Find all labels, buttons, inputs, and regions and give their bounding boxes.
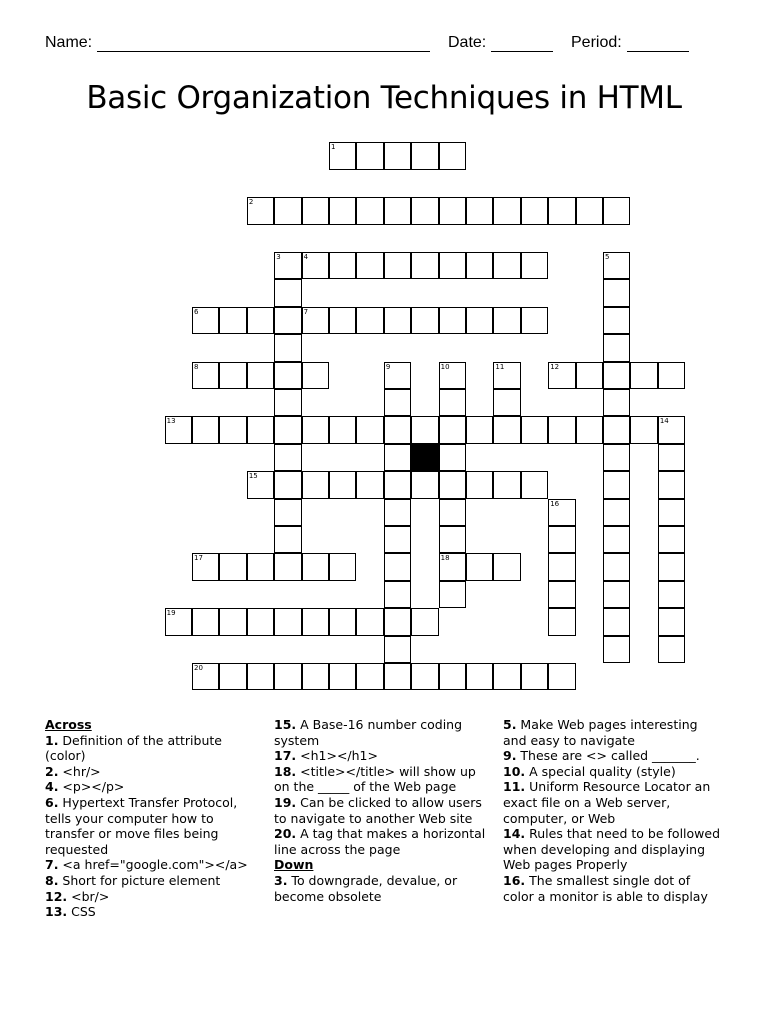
grid-cell[interactable] — [356, 471, 383, 498]
down-heading: Down — [274, 857, 314, 873]
grid-cell[interactable] — [548, 197, 575, 224]
grid-cell[interactable] — [329, 142, 356, 169]
grid-cell[interactable] — [466, 553, 493, 580]
across-clue-list — [45, 733, 257, 920]
grid-cell[interactable] — [548, 608, 575, 635]
clue-number-label: 12 — [550, 362, 560, 371]
grid-cell[interactable] — [548, 499, 575, 526]
grid-cell[interactable] — [630, 416, 657, 443]
grid-cell[interactable] — [493, 471, 520, 498]
grid-cell[interactable] — [356, 416, 383, 443]
grid-cell[interactable] — [247, 663, 274, 690]
clues-column-1 — [45, 717, 257, 920]
grid-cell[interactable] — [384, 252, 411, 279]
grid-cell[interactable] — [302, 362, 329, 389]
clue-text: Short for picture element — [58, 872, 221, 888]
clue-number: 13. — [45, 904, 68, 920]
grid-cell[interactable] — [411, 416, 438, 443]
clue-text: <p></p> — [58, 779, 125, 795]
clue-number: 4. — [45, 779, 59, 795]
grid-cell[interactable] — [274, 444, 301, 471]
grid-cell[interactable] — [466, 663, 493, 690]
clue-number-label: 19 — [166, 609, 176, 618]
clue-text: <h1></h1> — [296, 748, 378, 764]
grid-cell[interactable] — [411, 307, 438, 334]
clue-item — [503, 826, 723, 873]
page-title: Basic Organization Techniques in HTML — [86, 80, 682, 116]
grid-cell[interactable] — [521, 471, 548, 498]
grid-cell[interactable] — [548, 416, 575, 443]
clue-number: 16. — [503, 872, 526, 888]
clue-number: 9. — [503, 748, 517, 764]
grid-cell[interactable] — [658, 581, 685, 608]
clue-number: 17. — [274, 748, 297, 764]
grid-cell[interactable] — [247, 307, 274, 334]
grid-block-cell — [411, 444, 438, 471]
grid-cell[interactable] — [274, 307, 301, 334]
grid-cell[interactable] — [439, 499, 466, 526]
grid-cell[interactable] — [274, 416, 301, 443]
grid-cell[interactable] — [603, 581, 630, 608]
grid-cell[interactable] — [439, 307, 466, 334]
clue-number-label: 5 — [605, 252, 610, 261]
grid-cell[interactable] — [439, 197, 466, 224]
clue-number-label: 9 — [385, 362, 391, 371]
grid-cell[interactable] — [356, 142, 383, 169]
grid-cell[interactable] — [384, 416, 411, 443]
grid-cell[interactable] — [603, 444, 630, 471]
grid-cell[interactable] — [384, 362, 411, 389]
grid-cell[interactable] — [603, 553, 630, 580]
grid-cell[interactable] — [247, 471, 274, 498]
clue-item — [45, 795, 257, 857]
grid-cell[interactable] — [356, 608, 383, 635]
clue-number: 14. — [503, 826, 526, 842]
name-label: Name: — [45, 34, 93, 51]
clue-text: A special quality (style) — [525, 763, 676, 779]
grid-cell[interactable] — [576, 416, 603, 443]
clue-item — [503, 717, 723, 748]
grid-cell[interactable] — [219, 362, 246, 389]
grid-cell[interactable] — [192, 553, 219, 580]
clue-number: 8. — [45, 872, 59, 888]
clue-number-label: 3 — [276, 252, 281, 261]
grid-cell[interactable] — [466, 252, 493, 279]
clue-number-label: 2 — [248, 198, 254, 207]
grid-cell[interactable] — [384, 526, 411, 553]
grid-cell[interactable] — [329, 553, 356, 580]
grid-cell[interactable] — [192, 416, 219, 443]
grid-cell[interactable] — [603, 389, 630, 416]
clue-text: <hr/> — [58, 763, 101, 779]
grid-cell[interactable] — [576, 197, 603, 224]
clue-number: 10. — [503, 763, 526, 779]
clue-number: 7. — [45, 857, 59, 873]
grid-cell[interactable] — [329, 416, 356, 443]
grid-cell[interactable] — [219, 663, 246, 690]
clue-number-label: 16 — [550, 499, 560, 508]
grid-cell[interactable] — [219, 608, 246, 635]
clue-item — [503, 764, 723, 780]
grid-cell[interactable] — [219, 307, 246, 334]
grid-cell[interactable] — [439, 444, 466, 471]
date-label: Date: — [448, 34, 487, 51]
grid-cell[interactable] — [466, 471, 493, 498]
grid-cell[interactable] — [493, 362, 520, 389]
clue-number: 11. — [503, 779, 526, 795]
clues-column-2 — [274, 717, 492, 904]
grid-cell[interactable] — [493, 416, 520, 443]
grid-cell[interactable] — [439, 663, 466, 690]
grid-cell[interactable] — [247, 553, 274, 580]
grid-cell[interactable] — [411, 608, 438, 635]
clue-text: <title></title> will show up on the _____ of the Web page — [274, 763, 476, 795]
clue-item — [45, 764, 257, 780]
grid-cell[interactable] — [274, 362, 301, 389]
grid-cell[interactable] — [302, 197, 329, 224]
grid-cell[interactable] — [274, 499, 301, 526]
clue-number-label: 18 — [440, 554, 450, 563]
grid-cell[interactable] — [274, 553, 301, 580]
clue-text: <a href="google.com"></a> — [58, 857, 248, 873]
grid-cell[interactable] — [247, 197, 274, 224]
grid-cell[interactable] — [521, 307, 548, 334]
clue-number: 20. — [274, 826, 297, 842]
grid-cell[interactable] — [493, 553, 520, 580]
grid-cell[interactable] — [411, 142, 438, 169]
grid-cell[interactable] — [439, 526, 466, 553]
across-heading: Across — [45, 717, 92, 732]
grid-cell[interactable] — [384, 499, 411, 526]
grid-cell[interactable] — [603, 499, 630, 526]
grid-cell[interactable] — [466, 197, 493, 224]
grid-cell[interactable] — [439, 252, 466, 279]
grid-cell[interactable] — [603, 197, 630, 224]
clue-text: Uniform Resource Locator an exact file on a Web server, computer, or Web — [503, 779, 711, 826]
grid-cell[interactable] — [548, 526, 575, 553]
clue-item — [45, 904, 257, 920]
clue-number-label: 8 — [194, 362, 199, 371]
clue-number-label: 17 — [194, 554, 203, 563]
clue-text: The smallest single dot of color a monitor is able to display — [503, 872, 708, 904]
grid-cell[interactable] — [603, 471, 630, 498]
grid-cell[interactable] — [521, 663, 548, 690]
grid-cell[interactable] — [274, 608, 301, 635]
grid-cell[interactable] — [521, 197, 548, 224]
clue-text: <br/> — [67, 888, 110, 904]
grid-cell[interactable] — [658, 416, 685, 443]
clue-text: Hypertext Transfer Protocol, tells your computer how to transfer or move files being requested — [45, 794, 238, 857]
grid-cell[interactable] — [384, 471, 411, 498]
grid-cell[interactable] — [658, 499, 685, 526]
grid-cell[interactable] — [384, 636, 411, 663]
clue-item — [45, 733, 257, 764]
grid-cell[interactable] — [274, 197, 301, 224]
clue-number-label: 11 — [495, 362, 505, 371]
clue-number: 15. — [274, 717, 297, 732]
grid-cell[interactable] — [165, 608, 192, 635]
clue-number: 6. — [45, 794, 59, 810]
grid-cell[interactable] — [548, 553, 575, 580]
grid-cell[interactable] — [329, 471, 356, 498]
clue-number-label: 7 — [303, 307, 309, 316]
down-clue-list-continued — [503, 717, 723, 904]
grid-cell[interactable] — [384, 197, 411, 224]
clue-item — [45, 857, 257, 873]
grid-cell[interactable] — [192, 362, 219, 389]
grid-cell[interactable] — [411, 252, 438, 279]
grid-cell[interactable] — [493, 252, 520, 279]
grid-cell[interactable] — [192, 663, 219, 690]
clue-item — [274, 795, 492, 826]
grid-cell[interactable] — [384, 142, 411, 169]
grid-cell[interactable] — [219, 553, 246, 580]
grid-cell[interactable] — [521, 416, 548, 443]
clue-item — [274, 717, 492, 748]
grid-cell[interactable] — [603, 636, 630, 663]
grid-cell[interactable] — [274, 663, 301, 690]
clue-number-label: 20 — [194, 663, 203, 672]
grid-cell[interactable] — [302, 307, 329, 334]
grid-cell[interactable] — [356, 663, 383, 690]
clue-number: 19. — [274, 794, 297, 810]
clue-text: Can be clicked to allow users to navigate to another Web site — [274, 794, 482, 826]
clue-text: A Base-16 number coding system — [274, 717, 463, 748]
across-clue-list-continued — [274, 717, 492, 857]
grid-cell[interactable] — [630, 362, 657, 389]
grid-cell[interactable] — [192, 608, 219, 635]
clue-item — [503, 779, 723, 826]
clue-item — [503, 748, 723, 764]
grid-cell[interactable] — [439, 362, 466, 389]
clues-column-3 — [503, 717, 723, 904]
grid-cell[interactable] — [603, 307, 630, 334]
grid-cell[interactable] — [329, 608, 356, 635]
grid-cell[interactable] — [493, 197, 520, 224]
grid-cell[interactable] — [384, 663, 411, 690]
clue-number: 2. — [45, 763, 59, 779]
clue-number-label: 1 — [331, 143, 336, 152]
clue-text: To downgrade, devalue, or become obsolete — [274, 872, 458, 904]
grid-cell[interactable] — [384, 581, 411, 608]
grid-cell[interactable] — [329, 252, 356, 279]
grid-cell[interactable] — [356, 197, 383, 224]
grid-cell[interactable] — [466, 416, 493, 443]
clue-text: Rules that need to be followed when developing and displaying Web pages Properly — [503, 826, 721, 873]
clue-text: Definition of the attribute (color) — [45, 732, 222, 764]
grid-cell[interactable] — [493, 663, 520, 690]
grid-cell[interactable] — [658, 636, 685, 663]
grid-cell[interactable] — [439, 553, 466, 580]
grid-cell[interactable] — [411, 471, 438, 498]
grid-cell[interactable] — [302, 252, 329, 279]
grid-cell[interactable] — [411, 197, 438, 224]
grid-cell[interactable] — [603, 608, 630, 635]
clue-number-label: 10 — [440, 362, 450, 371]
grid-cell[interactable] — [603, 362, 630, 389]
down-clue-list — [274, 873, 492, 904]
grid-cell[interactable] — [521, 252, 548, 279]
grid-cell[interactable] — [274, 389, 301, 416]
grid-cell[interactable] — [302, 608, 329, 635]
grid-cell[interactable] — [219, 416, 246, 443]
clue-number: 3. — [274, 872, 288, 888]
grid-cell[interactable] — [439, 471, 466, 498]
grid-cell[interactable] — [548, 362, 575, 389]
clue-item — [45, 779, 257, 795]
grid-cell[interactable] — [411, 663, 438, 690]
grid-cell[interactable] — [603, 416, 630, 443]
clue-text: CSS — [67, 904, 96, 920]
grid-cell[interactable] — [274, 252, 301, 279]
clue-text: These are <> called _______. — [516, 748, 700, 764]
clue-number: 5. — [503, 717, 517, 732]
grid-cell[interactable] — [356, 307, 383, 334]
clue-number: 18. — [274, 763, 297, 779]
grid-cell[interactable] — [658, 471, 685, 498]
grid-cell[interactable] — [466, 307, 493, 334]
grid-cell[interactable] — [658, 526, 685, 553]
grid-cell[interactable] — [192, 307, 219, 334]
grid-cell[interactable] — [247, 416, 274, 443]
grid-cell[interactable] — [384, 553, 411, 580]
grid-cell[interactable] — [603, 334, 630, 361]
clue-number: 12. — [45, 888, 68, 904]
grid-cell[interactable] — [274, 334, 301, 361]
grid-cell[interactable] — [603, 526, 630, 553]
grid-cell[interactable] — [247, 362, 274, 389]
clue-item — [274, 826, 492, 857]
grid-cell[interactable] — [247, 608, 274, 635]
clue-item — [274, 748, 492, 764]
clue-item — [45, 889, 257, 905]
grid-cell[interactable] — [576, 362, 603, 389]
grid-cell[interactable] — [493, 307, 520, 334]
clue-number-label: 4 — [303, 252, 309, 261]
grid-cell[interactable] — [548, 581, 575, 608]
grid-cell[interactable] — [439, 389, 466, 416]
grid-cell[interactable] — [658, 608, 685, 635]
grid-cell[interactable] — [384, 608, 411, 635]
grid-cell[interactable] — [603, 279, 630, 306]
clue-number: 1. — [45, 732, 59, 748]
grid-cell[interactable] — [274, 471, 301, 498]
grid-cell[interactable] — [384, 307, 411, 334]
clue-item — [274, 764, 492, 795]
period-label: Period: — [571, 34, 622, 51]
grid-cell[interactable] — [274, 526, 301, 553]
grid-cell[interactable] — [658, 362, 685, 389]
grid-cell[interactable] — [165, 416, 192, 443]
grid-cell[interactable] — [493, 389, 520, 416]
clue-text: A tag that makes a horizontal line across the page — [274, 826, 486, 857]
grid-cell[interactable] — [302, 663, 329, 690]
grid-cell[interactable] — [658, 553, 685, 580]
clue-number-label: 13 — [166, 417, 176, 426]
grid-cell[interactable] — [439, 581, 466, 608]
grid-cell[interactable] — [329, 663, 356, 690]
clue-item — [503, 873, 723, 904]
grid-cell[interactable] — [439, 142, 466, 169]
grid-cell[interactable] — [603, 252, 630, 279]
grid-cell[interactable] — [384, 389, 411, 416]
grid-cell[interactable] — [356, 252, 383, 279]
clue-number-label: 6 — [194, 307, 199, 316]
grid-cell[interactable] — [302, 416, 329, 443]
grid-cell[interactable] — [548, 663, 575, 690]
grid-cell[interactable] — [384, 444, 411, 471]
clue-number-label: 14 — [659, 417, 669, 426]
grid-cell[interactable] — [439, 416, 466, 443]
grid-cell[interactable] — [274, 279, 301, 306]
clue-item — [274, 873, 492, 904]
grid-cell[interactable] — [329, 307, 356, 334]
grid-cell[interactable] — [302, 471, 329, 498]
clue-number-label: 15 — [248, 472, 258, 481]
grid-cell[interactable] — [658, 444, 685, 471]
grid-cell[interactable] — [329, 197, 356, 224]
grid-cell[interactable] — [302, 553, 329, 580]
clue-text: Make Web pages interesting and easy to navigate — [503, 717, 698, 748]
clue-item — [45, 873, 257, 889]
